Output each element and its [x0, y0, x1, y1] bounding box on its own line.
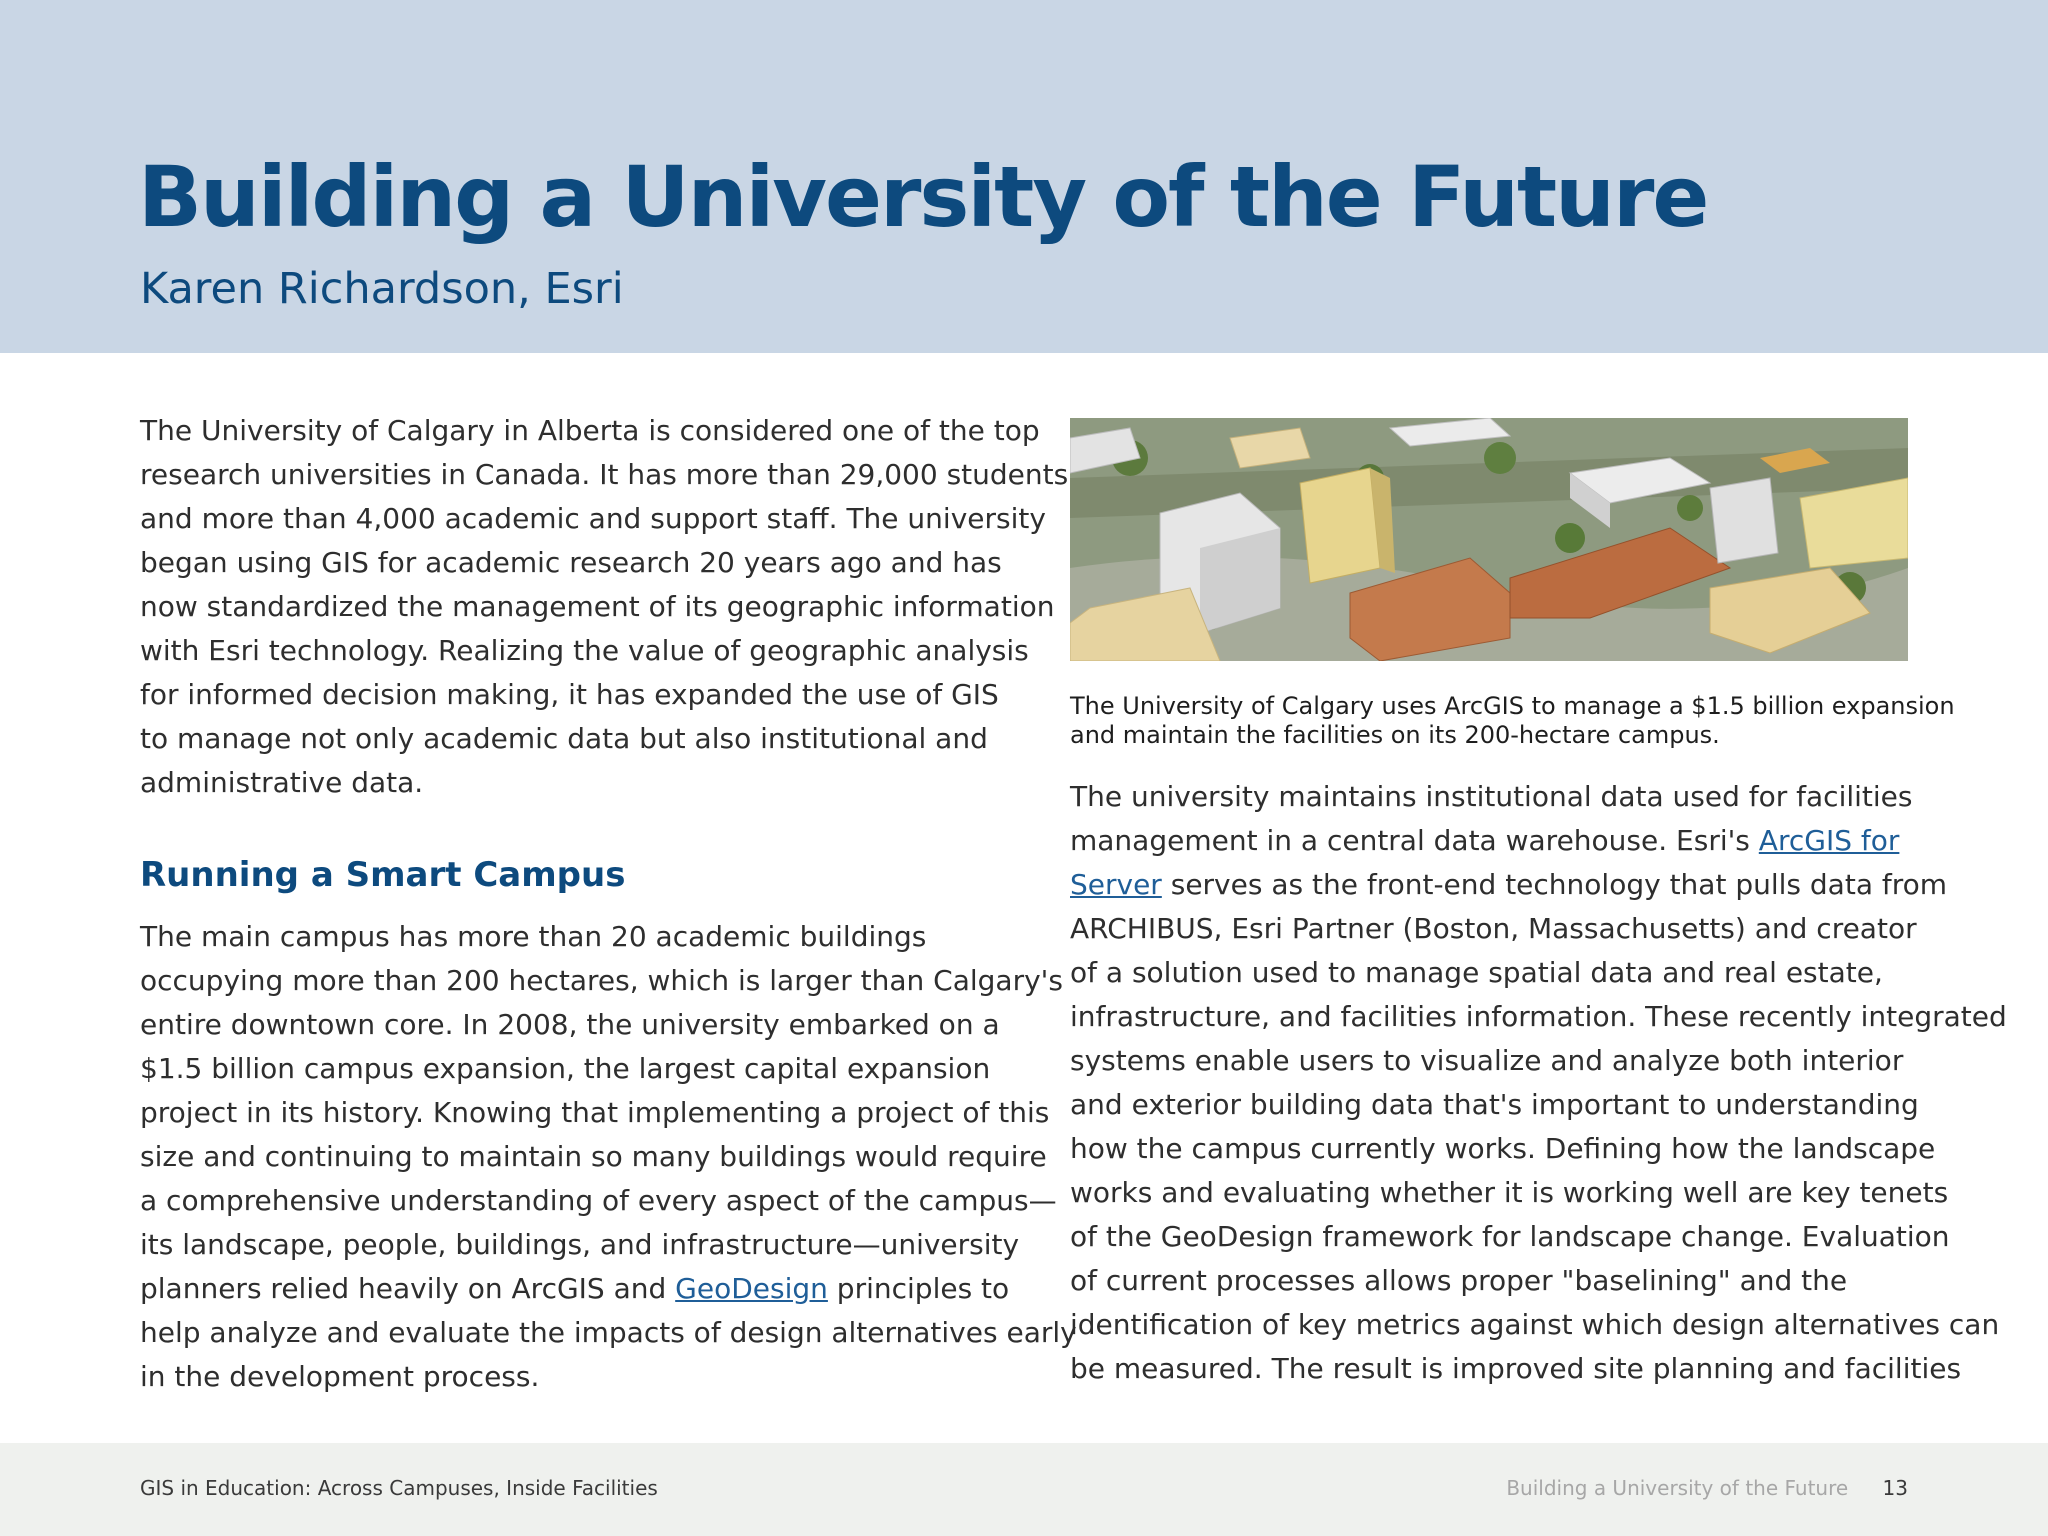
section-paragraph	[140, 915, 1077, 1399]
section-heading: Running a Smart Campus	[140, 855, 626, 895]
text-fragment: principles to	[827, 1272, 1010, 1305]
text-line: identification of key metrics against which design alternatives can	[1070, 1308, 2000, 1341]
text-fragment: planners relied heavily on ArcGIS and	[140, 1272, 676, 1305]
text-line	[1070, 863, 1948, 907]
text-line: of the GeoDesign framework for landscape change. Evaluation	[1070, 1220, 1950, 1253]
photo-caption	[1070, 692, 1955, 750]
text-line	[140, 1267, 1010, 1311]
text-line: occupying more than 200 hectares, which is larger than Calgary's	[140, 964, 1063, 997]
text-line: $1.5 billion campus expansion, the largest capital expansion	[140, 1052, 991, 1085]
text-line: of a solution used to manage spatial data and real estate,	[1070, 956, 1883, 989]
text-fragment: serves as the front-end technology that pulls data from	[1161, 868, 1948, 901]
text-line: systems enable users to visualize and analyze both interior	[1070, 1044, 1904, 1077]
text-line: works and evaluating whether it is working well are key tenets	[1070, 1176, 1949, 1209]
text-line	[1070, 819, 1920, 863]
text-line: to manage not only academic data but also institutional and	[140, 722, 988, 755]
text-line: with Esri technology. Realizing the value of geographic analysis	[140, 634, 1029, 667]
text-line: and more than 4,000 academic and support staff. The university	[140, 502, 1046, 535]
running-title: Building a University of the Future	[1506, 1476, 1849, 1500]
text-line: administrative data.	[140, 766, 424, 799]
publication-title: GIS in Education: Across Campuses, Inside Facilities	[140, 1476, 658, 1500]
right-paragraph	[1070, 775, 2007, 1391]
caption-line: The University of Calgary uses ArcGIS to manage a $1.5 billion expansion	[1070, 692, 1955, 720]
text-fragment: management in a central data warehouse. Esri's	[1070, 824, 1759, 857]
footer-right	[1506, 1476, 1908, 1500]
text-line: The main campus has more than 20 academic buildings	[140, 920, 927, 953]
arcgis-server-link[interactable]: ArcGIS for	[1758, 824, 1900, 857]
text-line: The University of Calgary in Alberta is considered one of the top	[140, 414, 1040, 447]
arcgis-server-link-continued[interactable]: Server	[1070, 868, 1162, 901]
text-line: infrastructure, and facilities information. These recently integrated	[1070, 1000, 2007, 1033]
page-number: 13	[1882, 1476, 1908, 1500]
text-line: of current processes allows proper "baselining" and the	[1070, 1264, 1848, 1297]
header-banner	[0, 0, 2048, 353]
text-line: ARCHIBUS, Esri Partner (Boston, Massachusetts) and creator	[1070, 912, 1917, 945]
article-title: Building a University of the Future	[138, 148, 1708, 246]
text-line: how the campus currently works. Defining how the landscape	[1070, 1132, 1936, 1165]
text-line: and exterior building data that's important to understanding	[1070, 1088, 1919, 1121]
text-line: The university maintains institutional data used for facilities	[1070, 780, 1913, 813]
text-line: began using GIS for academic research 20 years ago and has	[140, 546, 1002, 579]
text-line: entire downtown core. In 2008, the university embarked on a	[140, 1008, 1000, 1041]
article-author: Karen Richardson, Esri	[140, 264, 624, 314]
text-line: research universities in Canada. It has more than 29,000 students	[140, 458, 1069, 491]
text-line: be measured. The result is improved site planning and facilities	[1070, 1352, 1962, 1385]
geodesign-link[interactable]: GeoDesign	[675, 1272, 828, 1305]
text-line: size and continuing to maintain so many buildings would require	[140, 1140, 1047, 1173]
text-line: for informed decision making, it has expanded the use of GIS	[140, 678, 999, 711]
intro-paragraph	[140, 409, 1069, 805]
text-line: in the development process.	[140, 1360, 540, 1393]
text-line: project in its history. Knowing that implementing a project of this	[140, 1096, 1050, 1129]
campus-aerial-photo	[1070, 418, 1908, 661]
text-line: now standardized the management of its geographic information	[140, 590, 1055, 623]
text-line: help analyze and evaluate the impacts of design alternatives early	[140, 1316, 1077, 1349]
caption-line: and maintain the facilities on its 200-hectare campus.	[1070, 721, 1720, 749]
text-line: a comprehensive understanding of every aspect of the campus—	[140, 1184, 1057, 1217]
text-line: its landscape, people, buildings, and infrastructure—university	[140, 1228, 1020, 1261]
